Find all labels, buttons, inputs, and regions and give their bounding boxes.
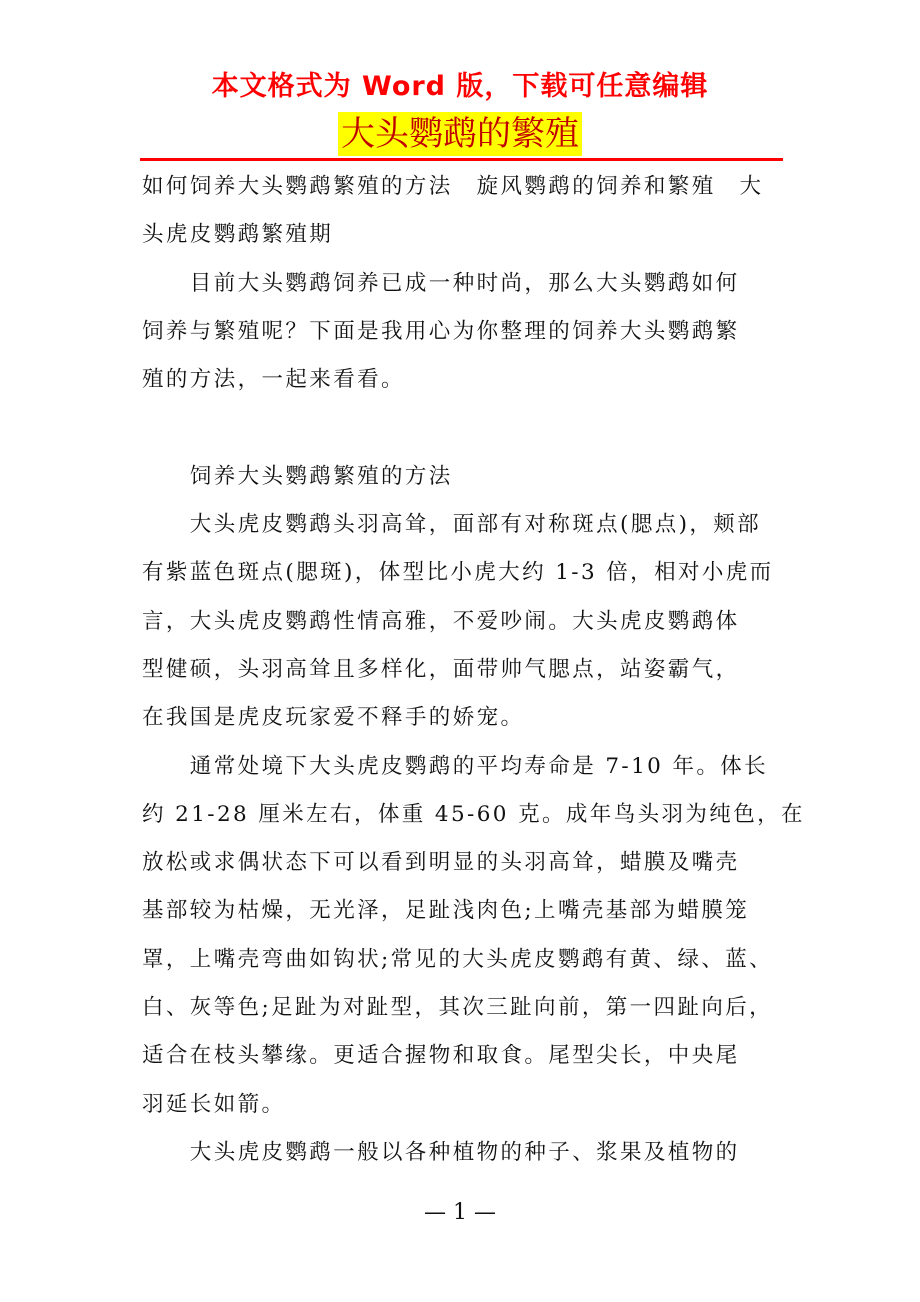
text-line: 言，大头虎皮鹦鹉性情高雅，不爱吵闹。大头虎皮鹦鹉体 bbox=[142, 608, 740, 634]
text-line: 适合在枝头攀缘。更适合握物和取食。尾型尖长，中央尾 bbox=[142, 1043, 740, 1069]
text-line: 放松或求偶状态下可以看到明显的头羽高耸，蜡膜及嘴壳 bbox=[142, 850, 740, 876]
text-line: 饲养与繁殖呢？下面是我用心为你整理的饲养大头鹦鹉繁 bbox=[142, 318, 740, 344]
document-body bbox=[142, 164, 805, 1178]
text-line: 羽延长如箭。 bbox=[142, 1091, 286, 1117]
download-banner: 本文格式为 Word 版，下载可任意编辑 bbox=[211, 71, 709, 102]
text-line: 如何饲养大头鹦鹉繁殖的方法 旋风鹦鹉的饲养和繁殖 大 bbox=[142, 174, 764, 199]
page-number: — 1 — bbox=[424, 1200, 496, 1225]
text-line: 通常处境下大头虎皮鹦鹉的平均寿命是 7-10 年。体长 bbox=[142, 753, 769, 779]
text-line: 罩，上嘴壳弯曲如钩状;常见的大头虎皮鹦鹉有黄、绿、蓝、 bbox=[142, 946, 774, 972]
title-container bbox=[0, 112, 920, 156]
text-line: 在我国是虎皮玩家爱不释手的娇宠。 bbox=[142, 705, 525, 731]
text-line: 基部较为枯燥，无光泽，足趾浅肉色;上嘴壳基部为蜡膜笼 bbox=[142, 898, 750, 924]
text-line: 大头虎皮鹦鹉一般以各种植物的种子、浆果及植物的 bbox=[142, 1139, 740, 1165]
blank-line bbox=[142, 405, 782, 453]
document-title: 大头鹦鹉的繁殖 bbox=[338, 112, 582, 156]
text-line: 型健硕，头羽高耸且多样化，面带帅气腮点，站姿霸气， bbox=[142, 656, 740, 682]
text-line: 白、灰等色;足趾为对趾型，其次三趾向前，第一四趾向后， bbox=[142, 995, 774, 1021]
text-line: 约 21-28 厘米左右，体重 45-60 克。成年鸟头羽为纯色，在 bbox=[142, 801, 805, 827]
text-line: 饲养大头鹦鹉繁殖的方法 bbox=[142, 463, 453, 489]
title-divider bbox=[140, 158, 783, 161]
text-line: 有紫蓝色斑点(腮斑)，体型比小虎大约 1-3 倍，相对小虎而 bbox=[142, 560, 774, 586]
text-line: 头虎皮鹦鹉繁殖期 bbox=[142, 222, 334, 248]
text-line: 殖的方法，一起来看看。 bbox=[142, 367, 405, 393]
text-line: 大头虎皮鹦鹉头羽高耸，面部有对称斑点(腮点)，颊部 bbox=[142, 512, 762, 538]
text-line: 目前大头鹦鹉饲养已成一种时尚，那么大头鹦鹉如何 bbox=[142, 270, 740, 296]
